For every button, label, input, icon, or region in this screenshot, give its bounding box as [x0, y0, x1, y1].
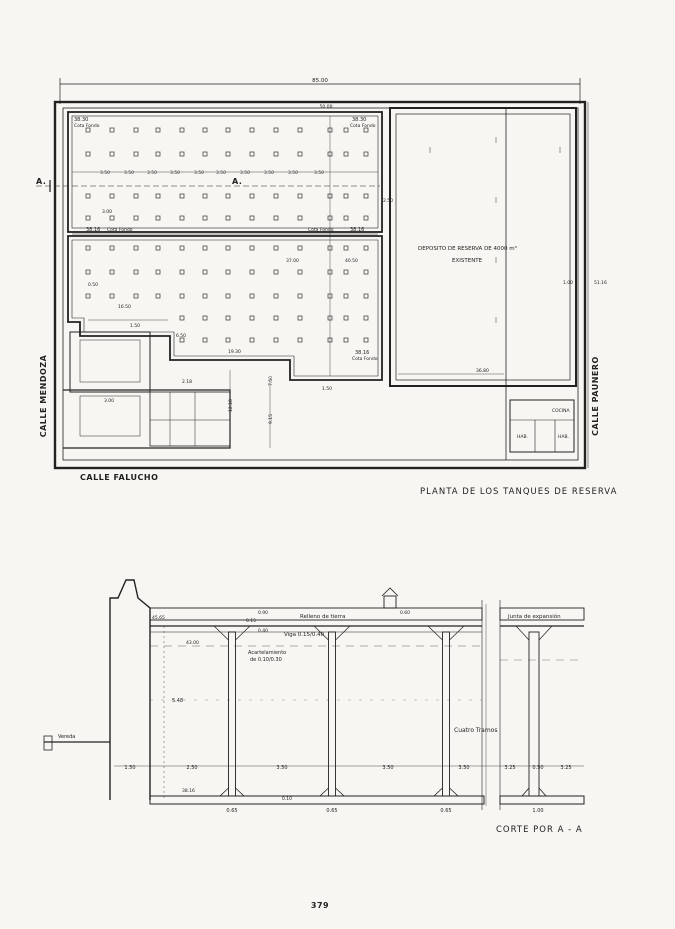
plan-column [203, 194, 207, 198]
plan-column [226, 270, 230, 274]
dim-19-30: 19.30 [228, 350, 241, 355]
plan-column [274, 128, 278, 132]
existing-tank-status: EXISTENTE [452, 258, 483, 264]
section-span-dim: 0.50 [532, 765, 544, 771]
section-spans-label: Cuatro Tramos [454, 727, 498, 734]
section-footing [220, 788, 244, 796]
section-sidewalk-label: Vereda [58, 734, 76, 740]
section-span-dim: 3.25 [504, 765, 516, 771]
street-left: CALLE MENDOZA [39, 354, 48, 438]
section-beam-label: Viga 0.15/0.40 [284, 632, 325, 638]
plan-column [203, 152, 207, 156]
plan-column [298, 316, 302, 320]
section-haunch-label-2: de 0.10/0.30 [250, 657, 282, 663]
plan-column [250, 338, 254, 342]
plan-column [250, 194, 254, 198]
plan-column [180, 246, 184, 250]
room-hab-2: HAB. [558, 435, 569, 440]
section-mark-left: A. [36, 177, 47, 186]
dim-2-50: 2.50 [383, 199, 394, 204]
plan-spacing-dim: 3.50 [100, 171, 111, 176]
plan-column [180, 128, 184, 132]
plan-column [250, 246, 254, 250]
dim-2-18: 2.18 [182, 380, 193, 385]
plan-column [344, 270, 348, 274]
plan-spacing-dim: 3.50 [264, 171, 275, 176]
dim-9-15: 9.15 [269, 413, 274, 424]
room-cocina: COCINA [552, 409, 570, 414]
plan-column [110, 294, 114, 298]
plan-column [156, 294, 160, 298]
section-footing [320, 788, 344, 796]
plan-column [344, 152, 348, 156]
section-haunch [428, 626, 464, 640]
plan-column [364, 316, 368, 320]
plan-column [110, 216, 114, 220]
section-column [329, 632, 336, 796]
plan-column [344, 338, 348, 342]
plan-column [86, 152, 90, 156]
section-height-5: 0.15 [246, 619, 257, 624]
plan-column [226, 128, 230, 132]
plan-column [226, 194, 230, 198]
plan-column [156, 128, 160, 132]
level-br-value: 38.16 [355, 350, 370, 356]
dim-40-50: 40.50 [345, 259, 358, 264]
section-height-3: 0.40 [258, 629, 269, 634]
dim-3-00: 3.00 [102, 210, 113, 215]
section-column [443, 632, 450, 796]
plan-column [156, 246, 160, 250]
plan-column [180, 316, 184, 320]
plan-column [364, 294, 368, 298]
plan-column [250, 128, 254, 132]
section-level-bottom: 38.16 [182, 789, 195, 794]
plan-column [298, 152, 302, 156]
dim-3-00-b: 3.00 [104, 399, 115, 404]
plan-column [344, 294, 348, 298]
plan-column [226, 294, 230, 298]
plan-column [274, 316, 278, 320]
plan-column [274, 246, 278, 250]
plan-column [86, 270, 90, 274]
dim-1-50: 1.50 [130, 324, 141, 329]
overall-width-dim: 85.00 [312, 78, 328, 84]
dim-6-50: 6.50 [176, 334, 187, 339]
plan-spacing-dim: 3.50 [240, 171, 251, 176]
section-span-dim: 3.50 [458, 765, 470, 771]
plan-title: PLANTA DE LOS TANQUES DE RESERVA [420, 487, 618, 497]
level-br-text: Cota Fondo [352, 357, 378, 362]
section-height-4: 0.60 [400, 611, 411, 616]
plan-spacing-dim: 3.50 [147, 171, 158, 176]
plan-column [274, 270, 278, 274]
plan-column [156, 216, 160, 220]
plan-column [364, 194, 368, 198]
section-level-water: 43.00 [186, 641, 199, 646]
plan-column [344, 316, 348, 320]
plan-column [298, 194, 302, 198]
existing-tank-label: DEPOSITO DE RESERVA DE 4000 m³ [418, 246, 517, 252]
plan-column [86, 216, 90, 220]
plan-column [203, 294, 207, 298]
section-height-2: 0.90 [258, 611, 269, 616]
plan-spacing-dim: 3.50 [216, 171, 227, 176]
plan-column [110, 152, 114, 156]
plan-column [203, 316, 207, 320]
section-haunch [516, 626, 552, 640]
plan-column [364, 152, 368, 156]
section-span-dim: 2.50 [186, 765, 198, 771]
section-column [529, 632, 539, 796]
section-span-dim: 3.25 [560, 765, 572, 771]
plan-column [226, 152, 230, 156]
dim-12-18: 12.18 [229, 399, 234, 412]
section-title: CORTE POR A - A [496, 825, 583, 835]
plan-column [298, 294, 302, 298]
section-joint-label: Junta de expansión [508, 614, 561, 620]
plan-column [274, 294, 278, 298]
plan-column [134, 152, 138, 156]
top-half-width-dim: 50.00 [319, 105, 333, 110]
dim-1-00: 1.00 [563, 281, 574, 286]
plan-column [110, 128, 114, 132]
plan-column [274, 152, 278, 156]
section-fill-label: Relleno de tierra [300, 614, 346, 620]
plan-column [364, 338, 368, 342]
plan-column [86, 294, 90, 298]
dim-0-50: 0.50 [88, 283, 99, 288]
plan-column [134, 216, 138, 220]
plan-spacing-dim: 3.50 [314, 171, 325, 176]
level-ml-value: 38.16 [86, 227, 101, 233]
plan-column [156, 270, 160, 274]
section-level-top: 45.65 [152, 616, 165, 621]
page-number: 379 [310, 901, 330, 910]
plan-column [226, 338, 230, 342]
plan-column [86, 194, 90, 198]
plan-column [134, 128, 138, 132]
section-span-dim: 1.50 [124, 765, 136, 771]
section-column-width-dim: 0.65 [440, 808, 452, 814]
plan-column [274, 194, 278, 198]
level-tr-text: Cota Fondo [350, 124, 376, 129]
level-mr-text: Cota Fondo [308, 228, 334, 233]
plan-column [274, 338, 278, 342]
plan-column [134, 194, 138, 198]
plan-spacing-dim: 3.50 [194, 171, 205, 176]
section-column-width-dim: 0.65 [226, 808, 238, 814]
plan-column [364, 216, 368, 220]
plan-column [344, 194, 348, 198]
level-tr-value: 38.30 [352, 117, 367, 123]
section-height-total: 5.48 [172, 698, 184, 704]
plan-column [110, 246, 114, 250]
section-span-dim: 3.50 [382, 765, 394, 771]
overall-height-dim: 51.16 [594, 281, 607, 286]
plan-column [203, 216, 207, 220]
plan-column [250, 152, 254, 156]
plan-column [250, 270, 254, 274]
plan-column [298, 338, 302, 342]
section-column [229, 632, 236, 796]
plan-column-grid [86, 128, 560, 342]
level-mr-value: 38.16 [350, 227, 365, 233]
section-mark-center: A. [232, 177, 243, 186]
plan-column [274, 216, 278, 220]
plan-column [364, 270, 368, 274]
plan-spacing-dim: 3.50 [124, 171, 135, 176]
section-footing [434, 788, 458, 796]
plan-column [298, 216, 302, 220]
level-ml-text: Cota Fondo [107, 228, 133, 233]
plan-column [298, 128, 302, 132]
room-hab-1: HAB. [517, 435, 528, 440]
plan-column [203, 246, 207, 250]
plan-column [203, 270, 207, 274]
section-column-width-dim: 0.65 [326, 808, 338, 814]
plan-column [180, 216, 184, 220]
dim-37-00: 37.00 [286, 259, 299, 264]
plan-column [156, 194, 160, 198]
plan-column [298, 246, 302, 250]
level-tl-value: 38.30 [74, 117, 89, 123]
plan-column [203, 128, 207, 132]
street-right: CALLE PAUNERO [591, 356, 600, 436]
dim-36-80: 36.80 [476, 369, 489, 374]
plan-column [250, 294, 254, 298]
plan-column [110, 270, 114, 274]
section-column-width-dim: 1.00 [532, 808, 544, 814]
plan-column [180, 270, 184, 274]
plan-column [344, 216, 348, 220]
dim-16-50: 16.50 [118, 305, 131, 310]
section-haunch-label-1: Acartelamiento [248, 650, 287, 656]
street-bottom: CALLE FALUCHO [80, 473, 159, 482]
plan-column [156, 152, 160, 156]
section-column-width-dims [226, 808, 543, 814]
plan-column [226, 316, 230, 320]
plan-column [344, 128, 348, 132]
level-tl-text: Cota Fondo [74, 124, 100, 129]
plan-column [86, 246, 90, 250]
dim-1-50-b: 1.50 [322, 387, 333, 392]
section-height-6: 0.10 [282, 797, 293, 802]
plan-column [203, 338, 207, 342]
plan-column [250, 316, 254, 320]
plan-column [298, 270, 302, 274]
plan-column [250, 216, 254, 220]
section-haunch [214, 626, 250, 640]
plan-column [344, 246, 348, 250]
plan-column [134, 270, 138, 274]
plan-column [226, 216, 230, 220]
dim-7-50: 7.50 [269, 375, 274, 386]
plan-column [226, 246, 230, 250]
plan-column [134, 294, 138, 298]
plan-column [134, 246, 138, 250]
plan-spacing-dim: 3.50 [288, 171, 299, 176]
plan-column [180, 152, 184, 156]
plan-column [364, 246, 368, 250]
plan-column [180, 294, 184, 298]
plan-spacing-dim: 3.50 [170, 171, 181, 176]
section-span-dim: 3.50 [276, 765, 288, 771]
plan-column [180, 194, 184, 198]
section-footing [522, 788, 546, 796]
plan-column [110, 194, 114, 198]
